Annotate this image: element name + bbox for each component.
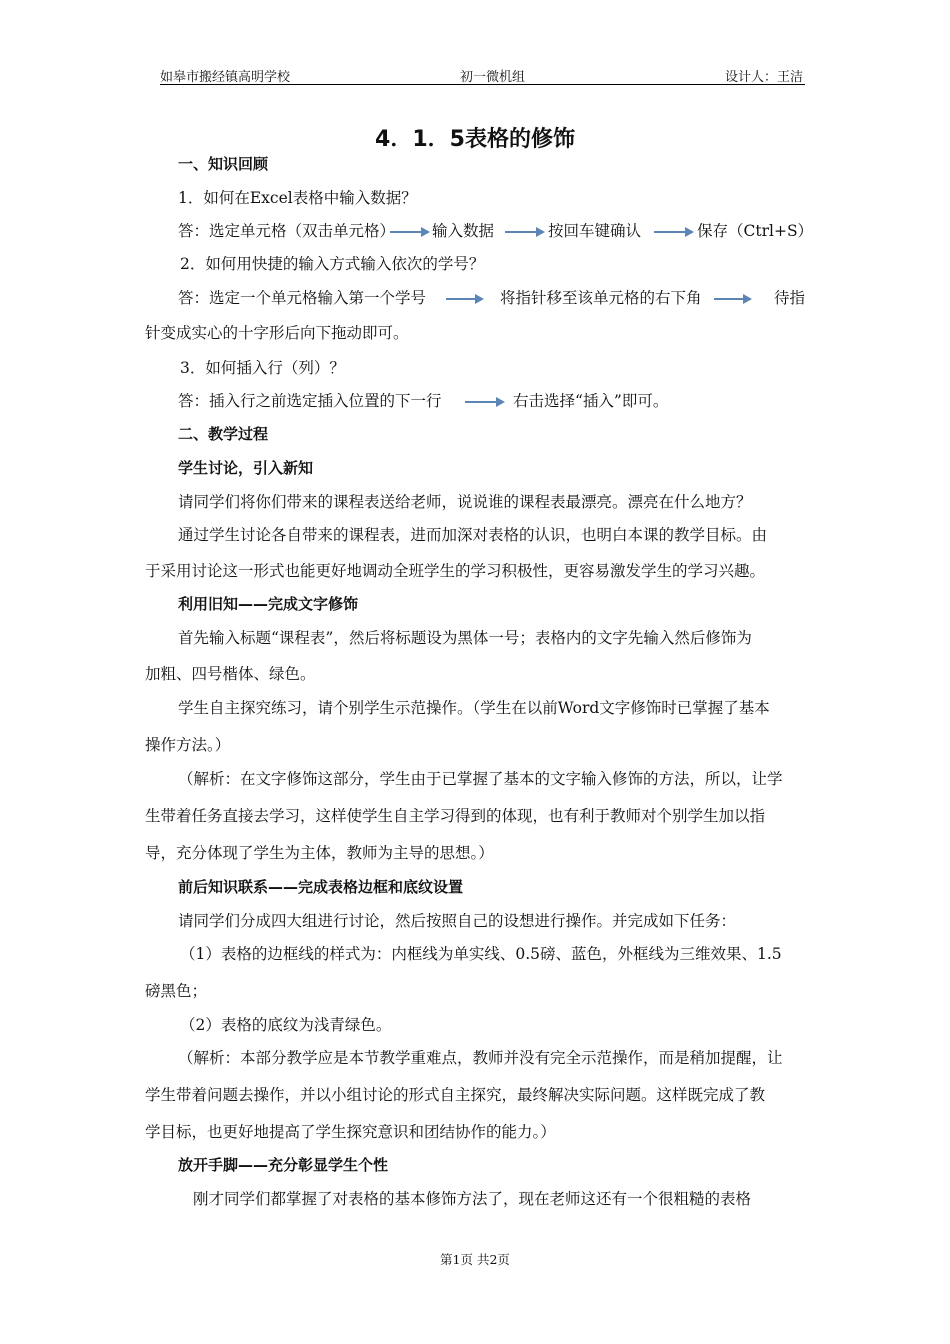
answer-2-step-2: 将指针移至该单元格的右下角 — [500, 289, 702, 307]
paragraph-line: 磅黑色； — [145, 982, 208, 1000]
arrow-right-icon — [390, 226, 430, 238]
answer-1-step-4: 保存（Ctrl+S） — [697, 222, 814, 240]
section-heading-process: 二、教学过程 — [178, 425, 269, 443]
answer-2-step-1: 答：选定一个单元格输入第一个学号 — [178, 289, 427, 307]
paragraph-line: （解析：在文字修饰这部分，学生由于已掌握了基本的文字输入修饰的方法，所以，让学 — [178, 770, 783, 788]
answer-1-step-2: 输入数据 — [432, 222, 495, 240]
paragraph-line: （2）表格的底纹为浅青绿色。 — [180, 1016, 392, 1034]
arrow-right-icon — [465, 396, 505, 408]
paragraph-line: 加粗、四号楷体、绿色。 — [145, 665, 316, 683]
paragraph-line: 生带着任务直接去学习，这样使学生自主学习得到的体现，也有利于教师对个别学生加以指 — [145, 807, 766, 825]
header-group: 初一微机组 — [460, 70, 526, 85]
paragraph-line: 学目标，也更好地提高了学生探究意识和团结协作的能力。） — [145, 1123, 556, 1141]
subheading-text-formatting: 利用旧知——完成文字修饰 — [178, 595, 359, 613]
subheading-borders: 前后知识联系——完成表格边框和底纹设置 — [178, 878, 464, 896]
paragraph-line: 操作方法。） — [145, 736, 231, 754]
answer-3-step-1: 答：插入行之前选定插入位置的下一行 — [178, 392, 442, 410]
question-2: 2．如何用快捷的输入方式输入依次的学号？ — [180, 255, 485, 273]
paragraph-line: 于采用讨论这一形式也能更好地调动全班学生的学习积极性，更容易激发学生的学习兴趣。 — [145, 562, 766, 580]
section-heading-review: 一、知识回顾 — [178, 155, 269, 173]
paragraph-line: 导，充分体现了学生为主体，教师为主导的思想。） — [145, 844, 494, 862]
paragraph-line: （解析：本部分教学应是本节教学重难点，教师并没有完全示范操作，而是稍加提醒，让 — [178, 1049, 783, 1067]
answer-3-step-2: 右击选择“插入”即可。 — [513, 392, 669, 410]
paragraph-line: 请同学们分成四大组进行讨论，然后按照自己的设想进行操作。并完成如下任务： — [178, 912, 737, 930]
arrow-right-icon — [654, 226, 694, 238]
arrow-right-icon — [446, 293, 484, 305]
header-school: 如皋市搬经镇高明学校 — [160, 70, 291, 85]
arrow-right-icon — [714, 293, 752, 305]
answer-1-step-3: 按回车键确认 — [548, 222, 642, 240]
page-header — [160, 64, 805, 85]
paragraph-line: （1）表格的边框线的样式为：内框线为单实线、0.5磅、蓝色，外框线为三维效果、1.5 — [180, 945, 782, 963]
paragraph-line: 刚才同学们都掌握了对表格的基本修饰方法了，现在老师这还有一个很粗糙的表格 — [193, 1190, 752, 1208]
answer-2-continued: 针变成实心的十字形后向下拖动即可。 — [145, 324, 409, 342]
answer-2-step-3: 待指 — [774, 289, 806, 307]
header-designer: 设计人：王洁 — [724, 70, 803, 85]
arrow-right-icon — [505, 226, 545, 238]
subheading-discussion: 学生讨论，引入新知 — [178, 459, 314, 477]
paragraph-line: 首先输入标题“课程表”，然后将标题设为黑体一号；表格内的文字先输入然后修饰为 — [178, 629, 752, 647]
question-3: 3．如何插入行（列）？ — [180, 359, 345, 377]
answer-1-step-1: 答：选定单元格（双击单元格） — [178, 222, 396, 240]
page-footer: 第1页 共2页 — [440, 1252, 510, 1267]
paragraph-line: 通过学生讨论各自带来的课程表，进而加深对表格的认识，也明白本课的教学目标。由 — [178, 526, 768, 544]
paragraph-line: 请同学们将你们带来的课程表送给老师，说说谁的课程表最漂亮。漂亮在什么地方？ — [178, 493, 752, 511]
paragraph-line: 学生自主探究练习，请个别学生示范操作。（学生在以前Word文字修饰时已掌握了基本 — [178, 699, 770, 717]
paragraph-line: 学生带着问题去操作，并以小组讨论的形式自主探究，最终解决实际问题。这样既完成了教 — [145, 1086, 766, 1104]
subheading-personality: 放开手脚——充分彰显学生个性 — [178, 1156, 389, 1174]
question-1: 1．如何在Excel表格中输入数据？ — [178, 189, 417, 207]
document-title: 4．1．5表格的修饰 — [375, 127, 575, 152]
